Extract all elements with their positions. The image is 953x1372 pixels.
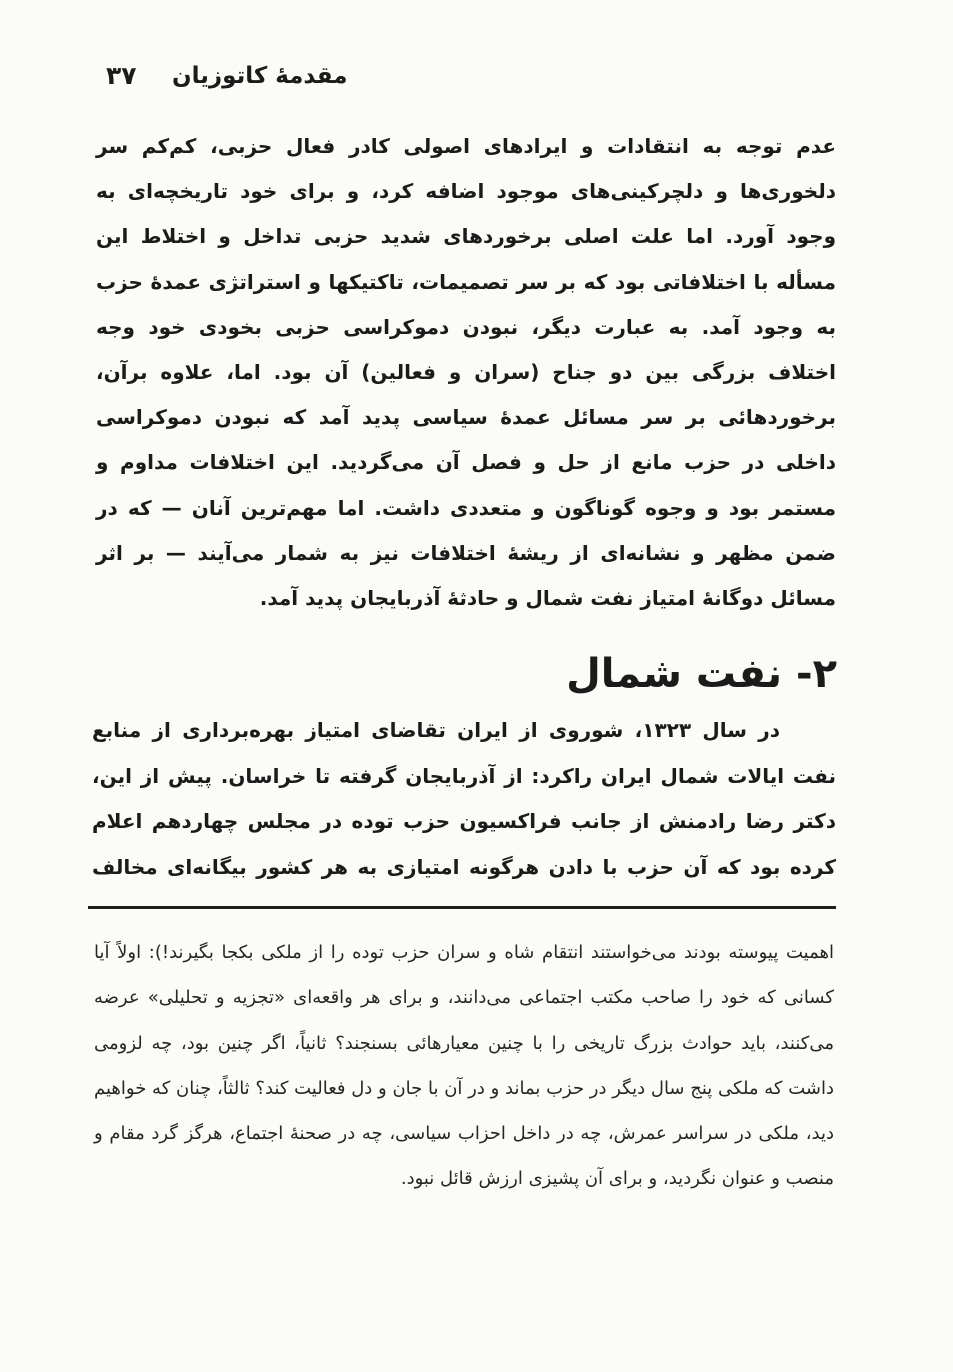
- section-heading: ۲- نفت شمال: [566, 651, 837, 697]
- running-header: [0, 58, 953, 94]
- running-header-title: مقدمهٔ کاتوزیان: [172, 63, 348, 89]
- footnote-paragraph: اهمیت پیوسته بودند می‌خواستند انتقام شاه و سران حزب توده را از ملکی بکجا بگیرند!): اولاً آیا کسانی که خود را صاحب مکتب اجتماعی می‌دانند، و برای هر واقعه‌ای «تجزیه و تحلیلی» عرضه می‌کنند، باید حوادث بزرگ تاریخی را با چنین معیارهائی بسنجند؟ ثانیاً، اگر چنین بود، چه لزومی داشت که ملکی پنج سال دیگر در حزب بماند و در آن با جان و دل فعالیت کند؟ ثالثاً، چنان که خواهیم دید، ملکی در سراسر عمرش، چه در داخل احزاب سیاسی، چه در صحنهٔ اجتماع، هرگز گرد مقام و منصب و عنوان نگردید، و برای آن پشیزی ارزش قائل نبود.: [94, 942, 834, 1190]
- footnote-separator: [88, 906, 836, 909]
- body-paragraph: عدم توجه به انتقادات و ایرادهای اصولی کادر فعال حزبی، کم‌کم سر دلخوری‌ها و دلچرکینی‌های موجود اضافه کرد، و برای خود تاریخچه‌ای به وجود آورد. اما علت اصلی برخوردهای شدید حزبی تداخل و اختلاط این مسأله با اختلافاتی بود که بر سر تصمیمات، تاکتیکها و استراتژی عمدهٔ حزب به وجود آمد. به عبارت دیگر، نبودن دموکراسی حزبی بخودی خود وجه اختلاف بزرگی بین دو جناح (سران و فعالین) آن بود. اما، علاوه برآن، برخوردهائی بر سر مسائل عمدهٔ سیاسی پدید آمد که نبودن دموکراسی داخلی در حزب مانع از حل و فصل آن می‌گردید. این اختلافات مداوم و مستمر بود و وجوه گوناگون و متعددی داشت. اما مهم‌ترین آنان — که در ضمن مظهر و نشانه‌ای از ریشهٔ اختلافات نیز به شمار می‌آیند — بر اثر مسائل دوگانهٔ امتیاز نفت شمال و حادثهٔ آذربایجان پدید آمد.: [96, 134, 836, 611]
- section-paragraph: در سال ۱۳۲۳، شوروی از ایران تقاضای امتیاز بهره‌برداری از منابع نفت ایالات شمال ایران راکرد: از آذربایجان گرفته تا خراسان. پیش از این، دکتر رضا رادمنش از جانب فراکسیون حزب توده در مجلس چهاردهم اعلام کرده بود که آن حزب با دادن هرگونه امتیازی به هر کشور بیگانه‌ای مخالف: [92, 718, 836, 879]
- page-number: ۳۷: [106, 61, 137, 90]
